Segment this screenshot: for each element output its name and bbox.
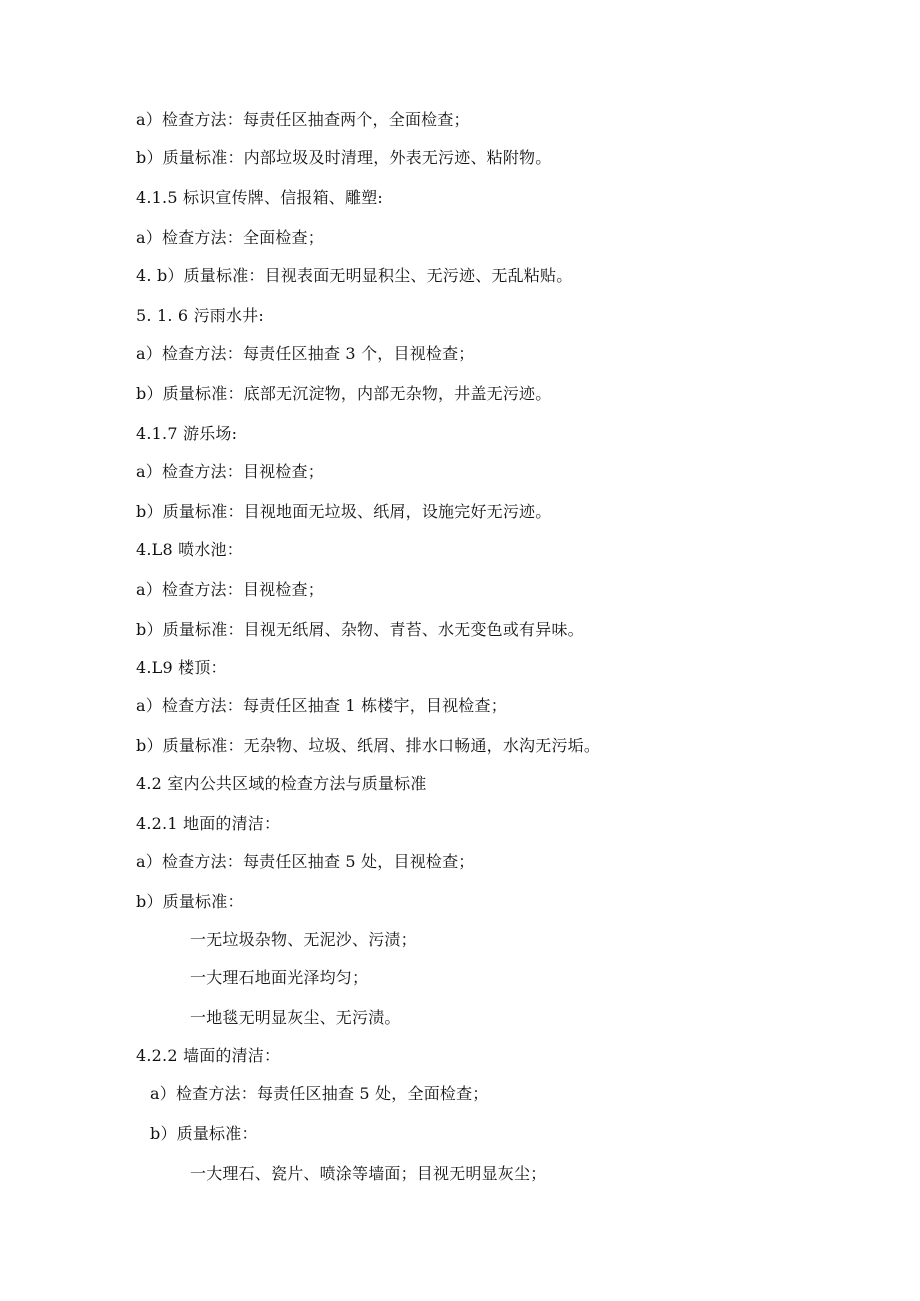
text-line: b）质量标准：目视无纸屑、杂物、青苔、水无变色或有异味。 [136,620,584,639]
text-line: b）质量标准：内部垃圾及时清理，外表无污迹、粘附物。 [136,148,552,167]
text-line: a）检查方法：目视检查； [136,462,324,481]
section-heading: 4.1.7 游乐场: [136,424,238,443]
text-line: a）检查方法：目视检查； [136,580,324,599]
text-line: a）检查方法：每责任区抽查 1 栋楼宇，目视检查； [136,696,507,715]
text-line: b）质量标准：底部无沉淀物，内部无杂物，井盖无污迹。 [136,384,552,403]
text-line: a）检查方法：每责任区抽查 5 处，目视检查； [136,852,475,871]
section-heading: 4.2.1 地面的清洁： [136,814,281,833]
text-line: b）质量标准： [136,892,244,911]
bullet-item: 一地毯无明显灰尘、无污渍。 [190,1008,401,1027]
text-line: b）质量标准：无杂物、垃圾、纸屑、排水口畅通，水沟无污垢。 [136,736,601,755]
text-line: b）质量标准： [150,1124,258,1143]
section-heading: 5. 1. 6 污雨水井: [136,306,264,325]
section-heading: 4.2 室内公共区域的检查方法与质量标准 [136,774,427,793]
text-line: a）检查方法：全面检查； [136,228,324,247]
bullet-item: 一大理石、瓷片、喷涂等墙面；目视无明显灰尘； [190,1164,547,1183]
section-heading: 4.2.2 墙面的清洁： [136,1046,281,1065]
bullet-item: 一大理石地面光泽均匀； [190,968,369,987]
bullet-item: 一无垃圾杂物、无泥沙、污渍； [190,930,417,949]
text-line: a）检查方法：每责任区抽查 5 处，全面检查； [150,1084,489,1103]
section-heading: 4.1.5 标识宣传牌、信报箱、雕塑: [136,188,383,207]
text-line: a）检查方法：每责任区抽查两个，全面检查； [136,110,470,129]
text-line: a）检查方法：每责任区抽查 3 个，目视检查； [136,344,475,363]
section-heading: 4.L9 楼顶： [136,658,227,677]
text-line: 4. b）质量标准：目视表面无明显积尘、无污迹、无乱粘贴。 [136,266,573,285]
text-line: b）质量标准：目视地面无垃圾、纸屑，设施完好无污迹。 [136,502,552,521]
section-heading: 4.L8 喷水池： [136,540,243,559]
